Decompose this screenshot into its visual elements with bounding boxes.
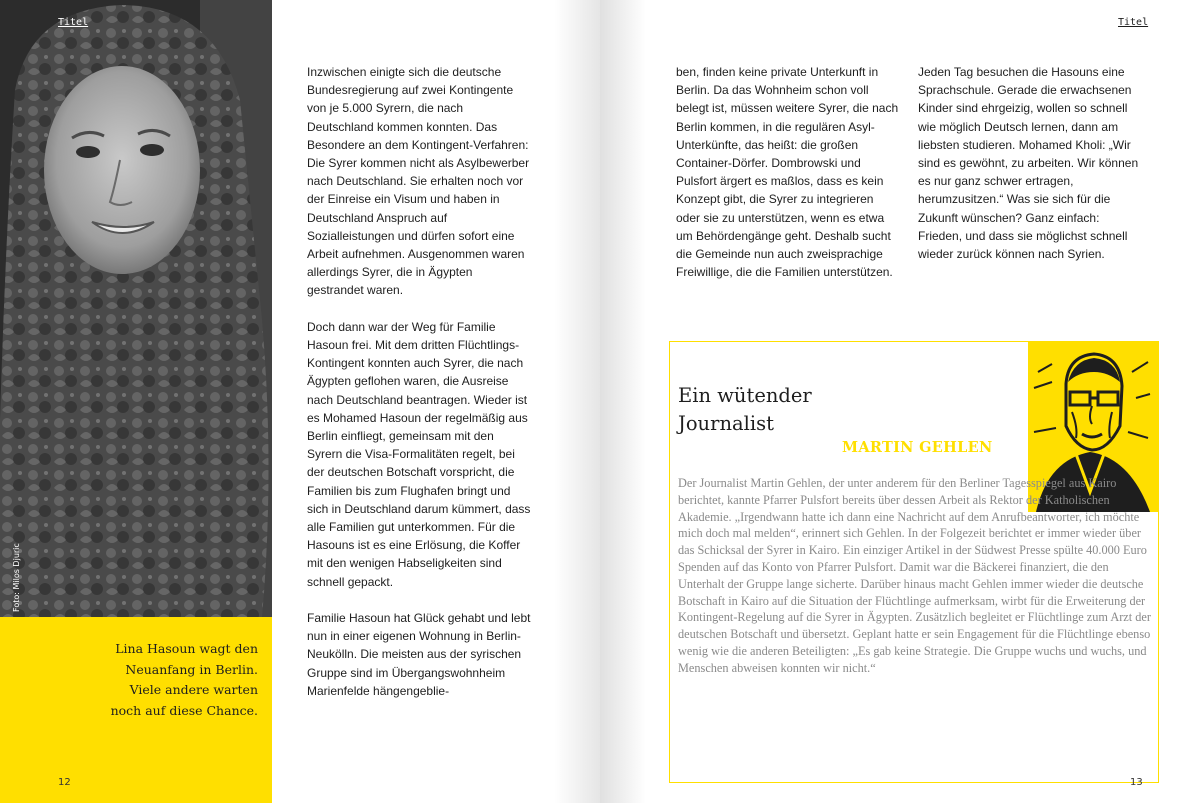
box-byline: MARTIN GEHLEN <box>842 439 993 456</box>
body-column-right-1 <box>676 63 900 300</box>
paragraph: ben, finden keine private Unterkunft in Berlin. Da das Wohnheim schon voll belegt ist, müssen weitere Syrer, die nach Berlin kommen, in die regulären Asyl-Unterkünfte, das heißt: die großen Container-Dörfer. Dombrowski und Pulsfort ärgert es maßlos, dass es kein Konzept gibt, die Syrer zu integrieren oder sie zu unterstützen, wenn es etwa um Behördengänge geht. Deshalb sucht die Gemeinde nun auch zweisprachige Freiwillige, die die Familien unterstützen. <box>676 65 899 280</box>
body-column-right-2 <box>918 63 1142 281</box>
paragraph: Inzwischen einigte sich die deutsche Bundesregierung auf zwei Kontingente von je 5.000 Syrern, die nach Deutschland kommen konnten. Das Besondere an dem Kontingent-Verfahren: Die Syrer kommen nicht als Asylbewerber nach Deutschland. Sie erhalten noch vor der Einreise ein Visum und haben in Deutschland Anspruch auf Sozialleistungen und dürfen sofort eine Arbeit aufnehmen. Ausgenommen waren allerdings Syrer, die in Ägypten gestrandet waren. <box>307 65 530 298</box>
paragraph: Jeden Tag besuchen die Hasouns eine Sprachschule. Gerade die erwachsenen Kinder sind ehrgeizig, wollen so schnell wie möglich Deutsch lernen, dann am liebsten studieren. Mohamed Kholi: „Wir sind es gewöhnt, zu arbeiten. Wir können es nur ganz schwer ertragen, herumzusitzen.“ Was sie sich für die Zukunft wünschen? Ganz einfach: Frieden, und dass sie möglichst schnell wieder zurück können nach Syrien. <box>918 65 1139 262</box>
running-head-right: Titel <box>1118 17 1149 28</box>
box-paragraph: Der Journalist Martin Gehlen, der unter anderem für den Berliner Tagesspiegel aus Kairo berichtet, kannte Pfarrer Pulsfort bereits über dessen Arbeit als Rektor der Katholischen Akademie. „Irgendwann hatte ich dann eine Nachricht auf dem Anrufbeantworter, ich möchte mich doch mal melden“, erinnert sich Gehlen. In der Folgezeit berichtet er immer wieder über das Schicksal der Syrer in Kairo. Ein einziger Artikel in der Südwest Presse spülte 40.000 Euro Spenden auf das Konto von Pfarrer Pulsfort. Damit war die Bäckerei finanziert, die den Unterhalt der Gruppe lange sicherte. Darüber hinaus macht Gehlen immer wieder die deutsche Botschaft in Kairo auf die Situation der Flüchtlinge aufmerksam, wirbt für die Erweiterung der Kontingent-Regelung auf die Syrer in Ägypten. Zusätzlich begleitet er Flüchtlinge zum Arzt der deutschen Botschaft und übersetzt. Geplant hatte er sein Engagement für die Flüchtlinge ebenso wenig wie die anderen Beteiligten: „Es gab keine Strategie. Die Gruppe wuchs und wuchs, und Menschen abweisen konnten wir nicht.“ <box>678 476 1151 675</box>
box-text <box>678 475 1153 677</box>
portrait-woman-headscarf-image <box>0 0 272 617</box>
page-number-left: 12 <box>58 777 71 788</box>
photo-caption: Lina Hasoun wagt den Neuanfang in Berlin. Viele andere warten noch auf diese Chance. <box>110 641 258 718</box>
box-title-line-2: Journalist <box>678 412 774 435</box>
paragraph: Familie Hasoun hat Glück gehabt und lebt nun in einer eigenen Wohnung in Berlin-Neukölln. Die meisten aus der syrischen Gruppe sind im Übergangswohnheim Marienfelde hängengeblie- <box>307 611 531 698</box>
running-head-left: Titel <box>58 17 89 28</box>
right-page <box>600 0 1200 803</box>
paragraph: Doch dann war der Weg für Familie Hasoun frei. Mit dem dritten Flüchtlings-Kontingent konnten auch Syrer, die nach Ägypten geflohen waren, die Ausreise nach Deutschland beantragen. Wieder ist es Mohamed Hasoun der regelmäßig aus Berlin einfliegt, gemeinsam mit den Syrern die Visa-Formalitäten regelt, bei der deutschen Botschaft vorspricht, die Familien bis zum Flughafen bringt und sich in Deutschland darum kümmert, dass alle Familien gut unterkommen. Für die Hasouns ist es eine Erlösung, die Koffer mit den wenigen Habseligkeiten sind schnell gepackt. <box>307 319 531 589</box>
sidebar-box <box>669 341 1159 783</box>
gutter-shadow <box>600 0 646 803</box>
photo-credit: Foto: Milos Djuric <box>12 543 21 612</box>
caption-panel <box>0 617 272 803</box>
box-title-line-1: Ein wütender <box>678 384 812 407</box>
box-title <box>678 382 812 438</box>
portrait-photo <box>0 0 272 617</box>
gutter-shadow <box>554 0 600 803</box>
page-number-right: 13 <box>1130 777 1143 788</box>
body-column-left <box>307 63 531 718</box>
